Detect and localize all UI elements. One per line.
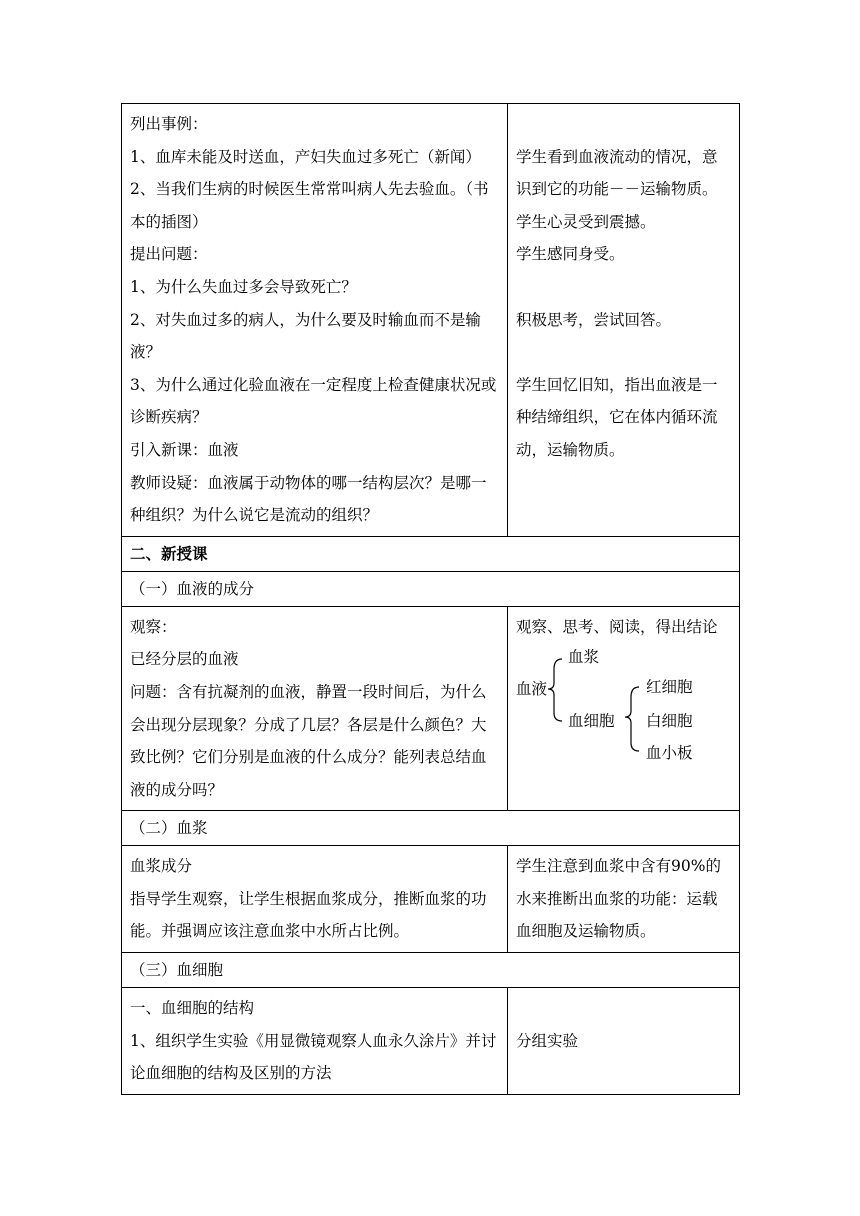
intro-text: 引入新课：血液 <box>130 440 239 459</box>
student-response: 分组实验 <box>516 1031 579 1050</box>
diagram-cells-label: 血细胞 <box>568 712 615 731</box>
plasma-student-cell <box>508 846 740 953</box>
intro-row <box>122 104 740 537</box>
blood-cells-row <box>122 988 740 1095</box>
student-response: 观察、思考、阅读，得出结论 <box>516 617 718 636</box>
lesson-plan-table <box>121 103 740 1095</box>
intro-text: 2、对失血过多的病人，为什么要及时输血而不是输液？ <box>130 310 481 362</box>
section-heading: 二、新授课 <box>122 536 740 571</box>
plasma-row <box>122 846 740 953</box>
student-response: 学生回忆旧知，指出血液是一种结缔组织，它在体内循环流动，运输物质。 <box>516 375 718 459</box>
intro-text: 2、当我们生病的时候医生常常叫病人先去验血。（书本的插图） <box>130 180 489 231</box>
blood-composition-row <box>122 606 740 811</box>
question-text: 问题：含有抗凝剂的血液，静置一段时间后，为什么会出现分层现象？分成了几层？各层是什么颜色？大致比例？它们分别是血液的什么成分？能列表总结血液的成分吗？ <box>130 682 487 799</box>
student-response: 学生看到血液流动的情况，意识到它的功能－－运输物质。 <box>516 147 718 199</box>
diagram-wbc-label: 白细胞 <box>646 712 693 731</box>
student-response: 学生感同身受。 <box>516 245 625 264</box>
diagram-root-label: 血液 <box>516 680 548 699</box>
section-row <box>122 536 740 571</box>
brace-lines <box>516 645 732 755</box>
subsection-heading-3: （三）血细胞 <box>122 953 740 988</box>
diagram-plasma-label: 血浆 <box>568 648 600 667</box>
observation-text: 已经分层的血液 <box>130 650 239 669</box>
blood-composition-student-cell <box>508 606 740 811</box>
intro-text: 提出问题： <box>130 245 208 264</box>
intro-text: 1、为什么失血过多会导致死亡？ <box>130 277 357 296</box>
observation-text: 观察： <box>130 617 177 636</box>
diagram-rbc-label: 红细胞 <box>646 678 693 697</box>
plasma-text: 血浆成分 <box>130 857 193 876</box>
subsection-row <box>122 571 740 606</box>
plasma-text: 指导学生观察，让学生根据血浆成分，推断血浆的功能。并强调应该注意血浆中水所占比例。 <box>130 889 487 941</box>
subsection-row <box>122 811 740 846</box>
student-response: 积极思考，尝试回答。 <box>516 310 672 329</box>
subsection-heading-2: （二）血浆 <box>122 811 740 846</box>
intro-text: 列出事例： <box>130 115 208 133</box>
blood-composition-diagram <box>516 645 731 763</box>
intro-text: 1、血库未能及时送血，产妇失血过多死亡（新闻） <box>130 147 481 166</box>
diagram-platelet-label: 血小板 <box>646 744 693 763</box>
student-response: 学生心灵受到震撼。 <box>516 212 656 231</box>
subsection-heading-1: （一）血液的成分 <box>122 571 740 606</box>
intro-text: 3、为什么通过化验血液在一定程度上检查健康状况或诊断疾病？ <box>130 375 497 427</box>
intro-student-cell <box>508 104 740 537</box>
blood-cells-teacher-cell <box>122 988 508 1095</box>
intro-text: 教师设疑：血液属于动物体的哪一结构层次？是哪一种组织？为什么说它是流动的组织？ <box>130 473 487 525</box>
blood-cells-text: 1、组织学生实验《用显微镜观察人血永久涂片》并讨论血细胞的结构及区别的方法 <box>130 1031 497 1083</box>
subsection-row <box>122 953 740 988</box>
plasma-teacher-cell <box>122 846 508 953</box>
blood-cells-text: 一、血细胞的结构 <box>130 999 255 1018</box>
student-response: 学生注意到血浆中含有90%的水来推断出血浆的功能：运载血细胞及运输物质。 <box>516 857 721 941</box>
blood-cells-student-cell <box>508 988 740 1095</box>
blood-composition-teacher-cell <box>122 606 508 811</box>
intro-teacher-cell <box>122 104 508 537</box>
